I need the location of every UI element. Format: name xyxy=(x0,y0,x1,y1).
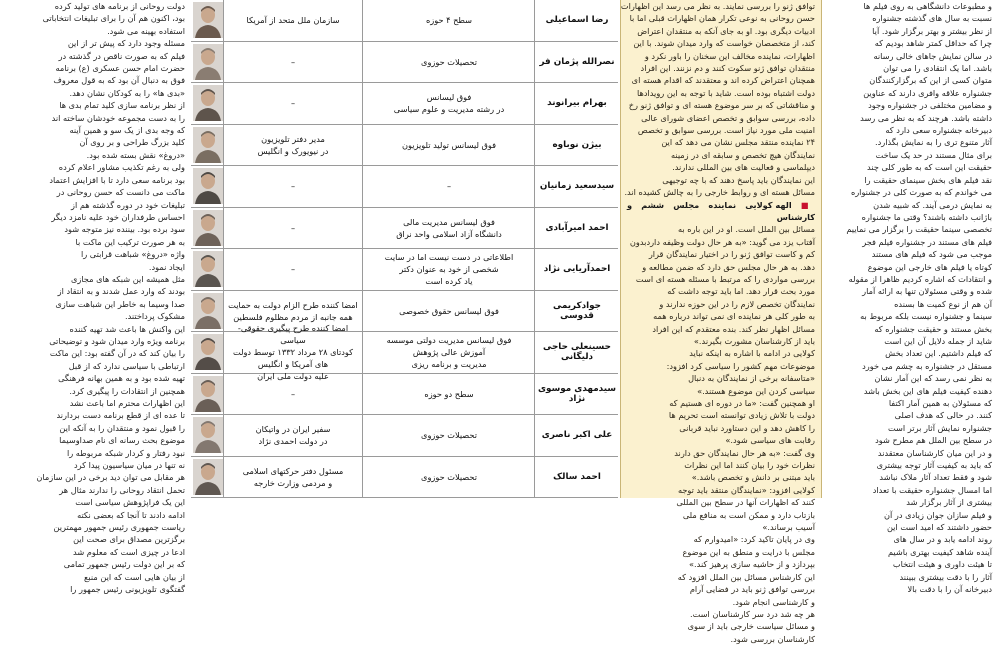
text-line: در سطح بین الملل هم مطرح شود xyxy=(875,435,992,446)
table-row xyxy=(191,208,618,250)
representative-education: تحصیلات حوزوی xyxy=(421,56,477,67)
text-line: می خواندم که به صورت کلی در جشنواره xyxy=(850,187,992,198)
table-row xyxy=(191,457,618,499)
text-line: موضوع بحث رسانه ای نام صداوسیما xyxy=(59,435,185,446)
representative-photo xyxy=(193,293,223,329)
table-row xyxy=(191,0,618,42)
representative-position: – xyxy=(290,56,296,67)
text-line: از بیان هایی است که این منبع xyxy=(84,571,185,582)
representative-name: احمد سالک xyxy=(553,471,601,482)
text-line: توافق ژنو را بررسی نمایند. به نظر می رسد این اظهارات xyxy=(620,1,815,11)
representative-education: فوق لیسانس مدیریت دولتی موسسه آموزش عالی پژوهش مدیریت و برنامه ریزی xyxy=(386,335,512,370)
text-line: و در این میان کارشناسان معتقدند xyxy=(877,447,992,458)
text-line: سود برده بود. بیننده نیز متوجه شود xyxy=(64,224,185,235)
text-line: و مسائل سیاست خارجی باید از سوی xyxy=(687,621,815,632)
text-line: که بر این دولت رئیس جمهور تمامی xyxy=(63,559,185,570)
text-line: را به دست مجموعه خودشان ساخته اند xyxy=(51,112,185,123)
text-line: «متاسفانه برخی از نمایندگان به دنبال xyxy=(688,373,815,384)
representative-education: فوق لیسانس حقوق خصوصی xyxy=(399,305,499,316)
text-line: متوان کسی از این که برگزارکنندگان xyxy=(869,75,992,86)
representative-name: حسینعلی حاجی دلیگانی xyxy=(543,342,611,363)
text-line: این یک فراپژوهش سیاسی است xyxy=(75,497,185,508)
text-line: را قبول نمود و منتقدان را به آنکه این xyxy=(59,422,185,433)
text-line: دولت با تلاش زیادی توانسته است تحریم ها xyxy=(668,410,815,421)
text-line: دولت اشتباه بوده است. شاید با توجه به این رویدادها xyxy=(637,87,815,98)
text-line: او همچنین گفت: «ما در دوره ای هستیم که xyxy=(669,398,815,408)
text-line: و مناقشاتی که بر سر موضوع هسته ای و توافق ژنو رخ xyxy=(628,100,815,111)
text-line: به هر صورت ترکیب این ماکت با xyxy=(75,236,185,247)
representative-position: مدیر دفتر تلویزیون در نیویورک و انگلیس xyxy=(257,133,329,156)
representative-photo xyxy=(193,376,223,412)
text-line: بود برنامه سعی دارد تا با افزایش اعتماد xyxy=(49,174,185,185)
representative-name: نصرالله پژمان فر xyxy=(539,56,615,67)
text-line: کولایی افزود: «نمایندگان منتقد باید توجه xyxy=(677,484,815,495)
text-line: برنامه ویژه وارد میدان شود و توضیحاتی xyxy=(49,335,185,346)
text-line: ریاست جمهوری رئیس جمهور مهمترین xyxy=(53,522,185,533)
text-line: کارشناسان بررسی شود. xyxy=(730,633,815,644)
text-line: ادامه دادند تا آنجا که بعضی نکته xyxy=(77,509,185,520)
text-line: نظرات خود را بیان کنند اما این نظرات xyxy=(684,460,815,471)
representative-position: – xyxy=(290,264,296,275)
text-line: تحمل انتقاد روحانی را ندارند مثال هر xyxy=(59,484,185,495)
text-line: منتقدان توافق ژنو سکوت کنند و دم نزنند. این افراد xyxy=(640,63,815,74)
text-line: نمایندگان هیچ تخصص و سابقه ای در زمینه xyxy=(670,149,815,160)
text-line: گفتگوی تلویزیونی رئیس جمهور را xyxy=(70,584,185,595)
representative-photo xyxy=(193,334,223,370)
text-line: امنیت ملی مورد نیاز است. بررسی سوابق و تخصص xyxy=(637,125,815,136)
text-line: نقد فیلم های بخش سینمای حقیقت را xyxy=(864,174,992,185)
text-line: باژانب داشته باشند؟ وقتی ما جشنواره xyxy=(861,211,992,222)
text-line: استفاده بهینه می شود. xyxy=(107,25,185,36)
representatives-table xyxy=(191,0,618,498)
text-line: تبلیغات خود در دوره گذشته هم از xyxy=(71,199,185,210)
text-line: سینما و جشنواره نیست بلکه مربوط به xyxy=(860,311,992,322)
text-line: را کاهش دهد و این دستاورد نباید قربانی xyxy=(679,422,815,433)
text-line: مشکوک پرداختند. xyxy=(125,311,185,322)
text-line: به طور کلی هر نماینده ای نمی تواند درباره همه xyxy=(653,311,815,322)
representative-name: سیدمهدی موسوی نژاد xyxy=(538,383,616,404)
text-line: شود و فقط تعداد آثار ملاک نباشد xyxy=(879,472,992,483)
text-line: که وجه بدی از یک سو و همین آینه xyxy=(69,125,185,136)
text-line: حقیقت این است که به طور کلی چند xyxy=(867,162,992,173)
text-line: مسائل هسته ای و روابط خارجی را به چالش کشیده اند. xyxy=(624,187,815,198)
text-line: همچنان اعتراض کرده اند و معتقدند که اقدام هسته ای xyxy=(631,75,815,86)
text-line: احساس طرفداران خود علیه نامزد دیگر xyxy=(51,211,185,222)
representative-position: – xyxy=(290,181,296,192)
text-line: جشنواره نمایش آثار برتر است xyxy=(888,422,992,433)
text-line: دولت روحانی از برنامه های تولید کرده xyxy=(54,1,185,11)
representative-education: – xyxy=(446,181,452,192)
middle-heading: الهه کولایی نماینده مجلس ششم و کارشناس xyxy=(627,199,815,222)
red-bullet-icon: ■ xyxy=(800,199,815,210)
table-row xyxy=(191,125,618,167)
text-line: تهیه شده بود و به همین بهانه فرهنگی xyxy=(58,373,185,384)
table-row xyxy=(191,83,618,125)
text-line: ارتباطی با سیاسی ندارد که از قبل xyxy=(68,360,185,371)
text-line: بازتاب دارد و ممکن است به منافع ملی xyxy=(682,509,815,520)
text-line: دیپلماسی و فعالیت های بین المللی ندارند. xyxy=(672,162,815,173)
table-row xyxy=(191,323,618,382)
table-row xyxy=(191,415,618,457)
text-line: «دروغ» نقش بسته شده بود. xyxy=(86,149,185,160)
representative-name: سیدسعید زمانیان xyxy=(539,181,615,192)
representative-education: فوق لیسانس تولید تلویزیون xyxy=(401,139,497,150)
left-article-column xyxy=(0,0,188,595)
text-line: فوق به دنبال آن بود که به قول معروف xyxy=(53,75,185,86)
table-row xyxy=(191,249,618,291)
text-line: مسائل اظهار نظر کند. بنده معتقدم که این افراد xyxy=(652,323,815,334)
table-row xyxy=(191,42,618,84)
text-line: در سالن نمایش جاهای خالی رسانه xyxy=(873,50,992,61)
text-line: این کارشناس مسائل بین الملل افزود که xyxy=(677,571,815,582)
text-line: داشته باشد. هرچند که به نظر می رسد xyxy=(860,112,992,123)
text-line: شده و وقتی مسئولان تنها به ارائه آمار xyxy=(862,286,992,297)
text-line: از نظر بیشتر و بهتر برگزار شود. آیا xyxy=(872,25,992,36)
text-line: واژه «دروغ» شباهت قرابتی را xyxy=(80,249,185,260)
right-article-column xyxy=(826,0,995,595)
text-line: همچنین از انتقادات را پیگیری کرد. xyxy=(69,385,185,396)
representative-position: امضا کننده طرح پیگیری حقوقی-سیاسی کودتای ۲۸ مرداد ۱۳۳۲ توسط دولت های آمریکا و انگلیس علیه دولت ملی ایران xyxy=(232,323,354,382)
representative-position: – xyxy=(290,98,296,109)
text-line: تا عده ای از قطع برنامه دست بردارند xyxy=(56,410,185,421)
representative-photo xyxy=(193,85,223,121)
text-line: به نمایش درمی آیند. که شبیه شدن xyxy=(873,199,992,210)
text-line: کم و کاست توافق ژنو را در اختیار نمایندگان قرار xyxy=(648,249,815,260)
text-line: هر چه شد درد سر کارشناسان است. xyxy=(690,608,815,619)
text-line: وی در پایان تاکید کرد: «امیدوارم که xyxy=(693,534,815,545)
text-line: بررسی مواردی را که مرتبط با مسئله هسته ای است xyxy=(635,273,815,284)
text-line: مجلس با درایت و منطق به این موضوع xyxy=(682,546,815,557)
text-line: ادعا در چیزی است که معلوم شد xyxy=(73,546,185,557)
text-line: جشنواره علاقه وافری دارند که عناوین xyxy=(863,87,992,98)
text-line: آن هم از نوع کمیت ها بسنده xyxy=(894,298,992,309)
text-line: اما امسال جشنواره حقیقت با تعداد xyxy=(872,484,992,495)
text-line: کند، از متخصصان خواست که وارد میدان شوند. با این xyxy=(633,38,815,49)
left-article-text xyxy=(0,0,188,596)
representative-position: سازمان ملل متحد از آمریکا xyxy=(246,15,340,26)
text-line: کنند. در حالی که هدف اصلی xyxy=(894,410,992,421)
text-line: موضوعات مهم کشور را سیاسی کرد افزود: xyxy=(666,360,815,371)
text-line: دهد. به هر حال مجلس حق دارد که ضمن مطالعه و xyxy=(642,261,815,272)
text-line: بیشتری از آثار برگزار شد xyxy=(906,497,992,508)
text-line: باید از کارشناسان مشورت بگیرند.» xyxy=(693,335,815,346)
representative-education: سطح دو حوزه xyxy=(424,388,474,399)
text-line: حسن روحانی به نوعی تکرار همان اظهارات قبلی اما با xyxy=(629,13,815,24)
text-line: آفتاب یزد می گوید: «به هر حال دولت وظیفه داردبدون xyxy=(629,236,815,247)
text-line: آثار را با دقت بیشتری ببینند xyxy=(899,571,992,582)
right-article-text xyxy=(826,0,995,596)
text-line: مثل همیشه این شبکه های مجازی xyxy=(70,273,185,284)
representative-name: احمد امیرآبادی xyxy=(545,222,609,233)
middle-paragraph-2 xyxy=(621,223,821,645)
table-row xyxy=(191,166,618,208)
text-line: ایجاد نمود. xyxy=(148,261,185,272)
text-line: رقابت های سیاسی شود.» xyxy=(725,435,815,446)
text-line: سیاسی کردن این موضوع هستند.» xyxy=(697,385,815,396)
representative-education: فوق لیسانس در رشته مدیریت و علوم سیاسی xyxy=(393,92,505,115)
representative-photo xyxy=(193,2,223,38)
representative-education: تحصیلات حوزوی xyxy=(421,430,477,441)
text-line: مسئله وجود دارد که پیش تر از این xyxy=(67,38,185,49)
representative-name: بهرام بیرانوند xyxy=(547,98,607,109)
text-line: فیلم های مستند در جشنواره فیلم فجر xyxy=(862,236,992,247)
text-line: و مضامین مختلفی در جشنواره وجود xyxy=(868,100,992,111)
text-line: بپردازد و از حاشیه سازی پرهیز کند.» xyxy=(689,559,815,570)
text-line: آینده شاهد کیفیت بهتری باشیم xyxy=(887,546,992,557)
text-line: حضرت امام حسن عسکری (ع) برنامه xyxy=(55,63,185,74)
representative-position: سفیر ایران در واتیکان در دولت احمدی نژاد xyxy=(255,424,331,447)
text-line: صدا وسیما به خاطر این شباهت سازی xyxy=(55,298,185,309)
text-line: ادبیات دیگری بود. او به جای آنکه به منتقدان اعتراض xyxy=(637,25,815,36)
text-line: این نمایندگان باید پاسخ دهند که با چه توجیهی xyxy=(662,174,815,185)
text-line: به نظر نمی رسد که این آمار نشان xyxy=(874,373,992,384)
text-line: که مسئولان به همین آمار اکتفا xyxy=(888,398,992,408)
text-line: که باید به کیفیت آثار توجه بیشتری xyxy=(876,460,992,471)
text-line: برگزترین مصداق برای صحت این xyxy=(73,534,185,545)
representative-photo xyxy=(193,168,223,204)
text-line: دهنده کیفیت فیلم های این بخش باشد xyxy=(863,385,992,396)
text-line: نمایندگان تخصص لازم را در این حوزه ندارند و xyxy=(659,298,815,309)
text-line: کوتاه یا فیلم های خارجی این موضوع xyxy=(867,261,992,272)
representative-photo xyxy=(193,127,223,163)
text-line: و مطبوعات دانشگاهی به روی فیلم ها xyxy=(863,1,992,11)
text-line: برای مثال مستند در حد یک ساخت xyxy=(875,149,992,160)
text-line: نسبت به سال های گذشته جشنواره xyxy=(872,13,992,24)
text-line: بخش مستند و حقیقت جشنواره که xyxy=(874,323,992,334)
text-line: و فیلم سازان جوان زیادی در آن xyxy=(884,509,992,520)
representative-name: علی اکبر ناصری xyxy=(541,430,613,441)
text-line: داده، بررسی سوابق و تخصص اعضای شورای عالی xyxy=(641,112,815,123)
text-line: «بدی ها» را به کودکان نشان دهد. xyxy=(69,87,185,98)
text-line: و انتقادات که اشاره کردیم ظاهرا از مقوله xyxy=(848,273,992,284)
text-line: روند ادامه یابد و در سال های xyxy=(893,534,992,545)
text-line: ۲۴ نماینده منتقد مجلس نشان می دهد که این xyxy=(661,137,815,148)
text-line: که فیلم داشتیم. این تعداد بخش xyxy=(885,348,992,359)
text-line: فیلم که به صورت ناقص در گذشته در xyxy=(58,50,185,61)
representative-photo xyxy=(193,251,223,287)
representative-position: – xyxy=(290,388,296,399)
text-line: مورد بحث قرار دهد. اما باید توجه داشت که xyxy=(667,286,815,297)
text-line: را بیان کند که در آن گفته بود: این ماکت xyxy=(49,348,185,359)
text-line: دبیرخانه جشنواره سعی دارد که xyxy=(885,125,992,136)
representative-photo xyxy=(193,459,223,495)
text-line: چرا که حداقل کمتر شاهد بودیم که xyxy=(874,38,992,49)
text-line: این اظهارات محترم اما باعث نشد xyxy=(69,398,185,408)
text-line: و کارشناسی انجام شود. xyxy=(732,596,815,607)
text-line: بود، اکنون هم آن را برای تبلیغات انتخاباتی xyxy=(42,13,185,24)
text-line: مستقل در جشنواره به چشم می خورد xyxy=(862,360,992,371)
representative-education: سطح ۴ حوزه xyxy=(426,15,473,26)
text-line: کنند که اظهارات آنها در سطح بین المللی xyxy=(676,497,815,508)
representative-position: مسئول دفتر حرکتهای اسلامی و مردمی وزارت خارجه xyxy=(242,465,344,488)
representative-position: – xyxy=(290,222,296,233)
text-line: این واکنش ها باعث شد تهیه کننده xyxy=(69,323,185,334)
text-line: نه تنها در میان سیاسیون پیدا کرد xyxy=(73,460,185,471)
text-line: کولایی در ادامه با اشاره به اینکه نباید xyxy=(689,348,815,359)
representative-education: تحصیلات حوزوی xyxy=(421,471,477,482)
text-line: شاید از جمله دلایل آن این است xyxy=(884,335,992,346)
representative-photo xyxy=(193,417,223,453)
text-line: آثار متنوع تری را به نمایش بگذارد. xyxy=(875,137,992,148)
middle-article-column xyxy=(620,0,822,644)
text-line: مسائل بین الملل است. او در این باره به xyxy=(678,224,815,235)
text-line: وی گفت: «به هر حال نمایندگان حق دارند xyxy=(674,447,815,458)
representative-education: فوق لیسانس مدیریت مالی دانشگاه آزاد اسلامی واحد نراق xyxy=(396,216,502,239)
representative-photo xyxy=(193,44,223,80)
text-line: ولی به رغم تکذیب مشاور اعلام کرده xyxy=(58,162,185,173)
text-line: تا هیئت داوری و هیئت انتخاب xyxy=(892,559,992,570)
text-line: کلید بزرگ طراحی و بر روی آن xyxy=(79,137,185,148)
text-line: باید مبتنی بر دانش و تخصص باشد.» xyxy=(691,472,815,483)
text-line: باشد. اما یک انتقادی را می توان xyxy=(883,63,992,74)
text-line: دبیرخانه آن را با دقت بالا xyxy=(907,584,992,595)
representative-name: رضا اسماعیلی xyxy=(545,15,609,26)
text-line: موجب می شود که فیلم های مستند xyxy=(871,249,992,260)
representative-name: احمدآریایی نژاد xyxy=(543,264,611,275)
text-line: نبود رفتار و کردار شبکه مربوطه را xyxy=(66,447,185,458)
middle-paragraph-1 xyxy=(621,0,821,199)
text-line: تخصصی سینما حقیقت را برگزار می نماییم xyxy=(846,224,992,235)
representative-name: جوادکریمی قدوسی xyxy=(552,300,602,321)
text-line: حضور داشتند که امید است این xyxy=(886,522,992,533)
text-line: بودند که وارد عمل شدند و به انتقاد از xyxy=(57,286,185,297)
text-line: از نظر برنامه سازی کلید تمام بدی ها xyxy=(59,100,185,111)
text-line: بررسی توافق ژنو باید در فضایی آرام xyxy=(689,584,815,595)
representative-education: اطلاعاتی در دست نیست اما در سایت شخصی از خود به عنوان دکتر یاد کرده است xyxy=(384,252,514,287)
text-line: ماکت می دانست که حسن روحانی در xyxy=(56,187,185,198)
representative-position: امضا کننده طرح الزام دولت به حمایت همه جانبه از مردم مظلوم فلسطین xyxy=(228,299,358,322)
text-line: آسیب برساند.» xyxy=(762,522,815,533)
table-row xyxy=(191,374,618,416)
representative-photo xyxy=(193,210,223,246)
representative-name: بیژن نوباوه xyxy=(552,139,602,150)
text-line: هر مقابل می توان دید برخی در این سازمان xyxy=(36,472,185,483)
text-line: اظهارات، نماینده مخالف این سخنان را باور نکرد و xyxy=(644,50,815,61)
